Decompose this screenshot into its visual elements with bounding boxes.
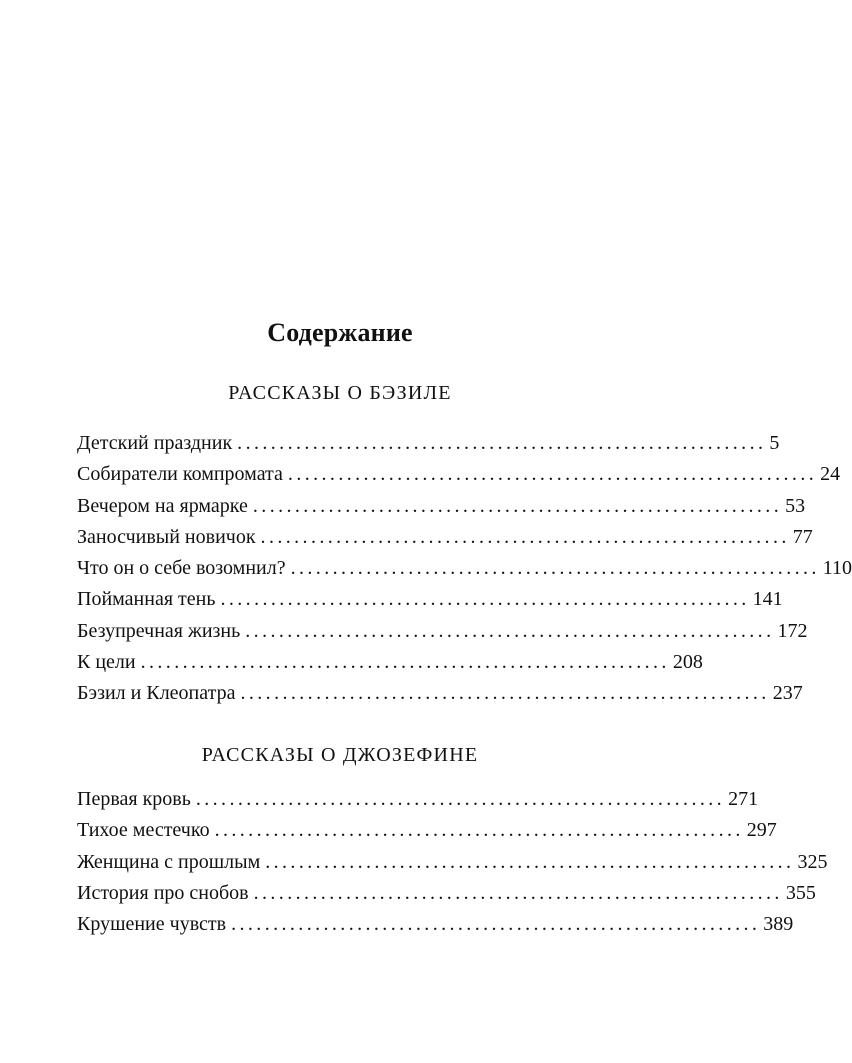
toc-entry[interactable] (77, 459, 841, 490)
toc-entry-page: 208 (672, 651, 703, 674)
toc-entry[interactable] (77, 678, 803, 709)
toc-entry-title: Детский праздник (77, 432, 233, 454)
toc-entry-page: 389 (763, 913, 794, 936)
toc-list-josephine (77, 784, 828, 940)
toc-entry-page: 24 (820, 463, 841, 486)
toc-entry-title: К цели (77, 651, 136, 674)
dot-leader: ............................................................... (260, 525, 790, 548)
toc-entry-title: Пойманная тень (77, 588, 216, 611)
toc-entry-page: 77 (792, 525, 813, 548)
dot-leader: ............................................................... (252, 494, 783, 517)
toc-entry-title: Женщина с прошлым (77, 850, 261, 873)
dot-leader: ............................................................... (140, 651, 670, 674)
toc-entry-title: Бэзил и Клеопатра (77, 682, 236, 705)
toc-entry-page: 297 (746, 819, 777, 842)
dot-leader: ............................................................... (195, 788, 726, 810)
toc-list-basil (77, 428, 852, 710)
dot-leader: ............................................................... (237, 432, 767, 454)
toc-entry[interactable] (77, 428, 780, 459)
toc-entry-title: Первая кровь (77, 788, 191, 810)
dot-leader: ............................................................... (287, 463, 818, 486)
toc-entry-title: Тихое местечко (77, 819, 210, 842)
toc-entry[interactable] (77, 847, 828, 878)
toc-entry-title: Заносчивый новичок (77, 525, 256, 548)
toc-entry-title: Вечером на ярмарке (77, 494, 248, 517)
toc-entry-title: История про снобов (77, 881, 249, 904)
toc-entry[interactable] (77, 784, 759, 815)
section-title-josephine: РАССКАЗЫ О ДЖОЗЕФИНЕ (201, 744, 479, 766)
toc-entry[interactable] (77, 584, 783, 615)
page-title: Содержание (267, 318, 413, 347)
toc-entry-title: Собиратели компромата (77, 463, 283, 486)
toc-entry[interactable] (77, 878, 816, 909)
dot-leader: ............................................................... (220, 588, 750, 611)
toc-entry-page: 5 (769, 432, 780, 454)
toc-entry-page: 325 (797, 850, 828, 873)
toc-entry[interactable] (77, 491, 806, 522)
toc-entry[interactable] (77, 522, 813, 553)
toc-entry-page: 141 (752, 588, 783, 611)
toc-entry-page: 237 (772, 682, 803, 705)
dot-leader: ............................................................... (245, 619, 775, 642)
dot-leader: ............................................................... (253, 881, 783, 904)
dot-leader: ............................................................... (214, 819, 744, 842)
toc-entry[interactable] (77, 815, 777, 846)
dot-leader: ............................................................... (231, 913, 761, 936)
toc-entry[interactable] (77, 909, 794, 940)
toc-entry[interactable] (77, 616, 808, 647)
section-title-basil: РАССКАЗЫ О БЭЗИЛЕ (228, 382, 452, 404)
toc-entry[interactable] (77, 647, 703, 678)
toc-entry-page: 110 (822, 557, 852, 580)
toc-entry-page: 355 (785, 881, 816, 904)
toc-entry-title: Что он о себе возомнил? (77, 557, 286, 580)
dot-leader: ............................................................... (290, 557, 820, 580)
toc-entry-page: 271 (728, 788, 759, 810)
toc-entry-title: Безупречная жизнь (77, 619, 241, 642)
dot-leader: ............................................................... (265, 850, 795, 873)
toc-entry-page: 172 (777, 619, 808, 642)
toc-entry-page: 53 (785, 494, 806, 517)
dot-leader: ............................................................... (240, 682, 770, 705)
toc-entry-title: Крушение чувств (77, 913, 227, 936)
toc-entry[interactable] (77, 553, 852, 584)
